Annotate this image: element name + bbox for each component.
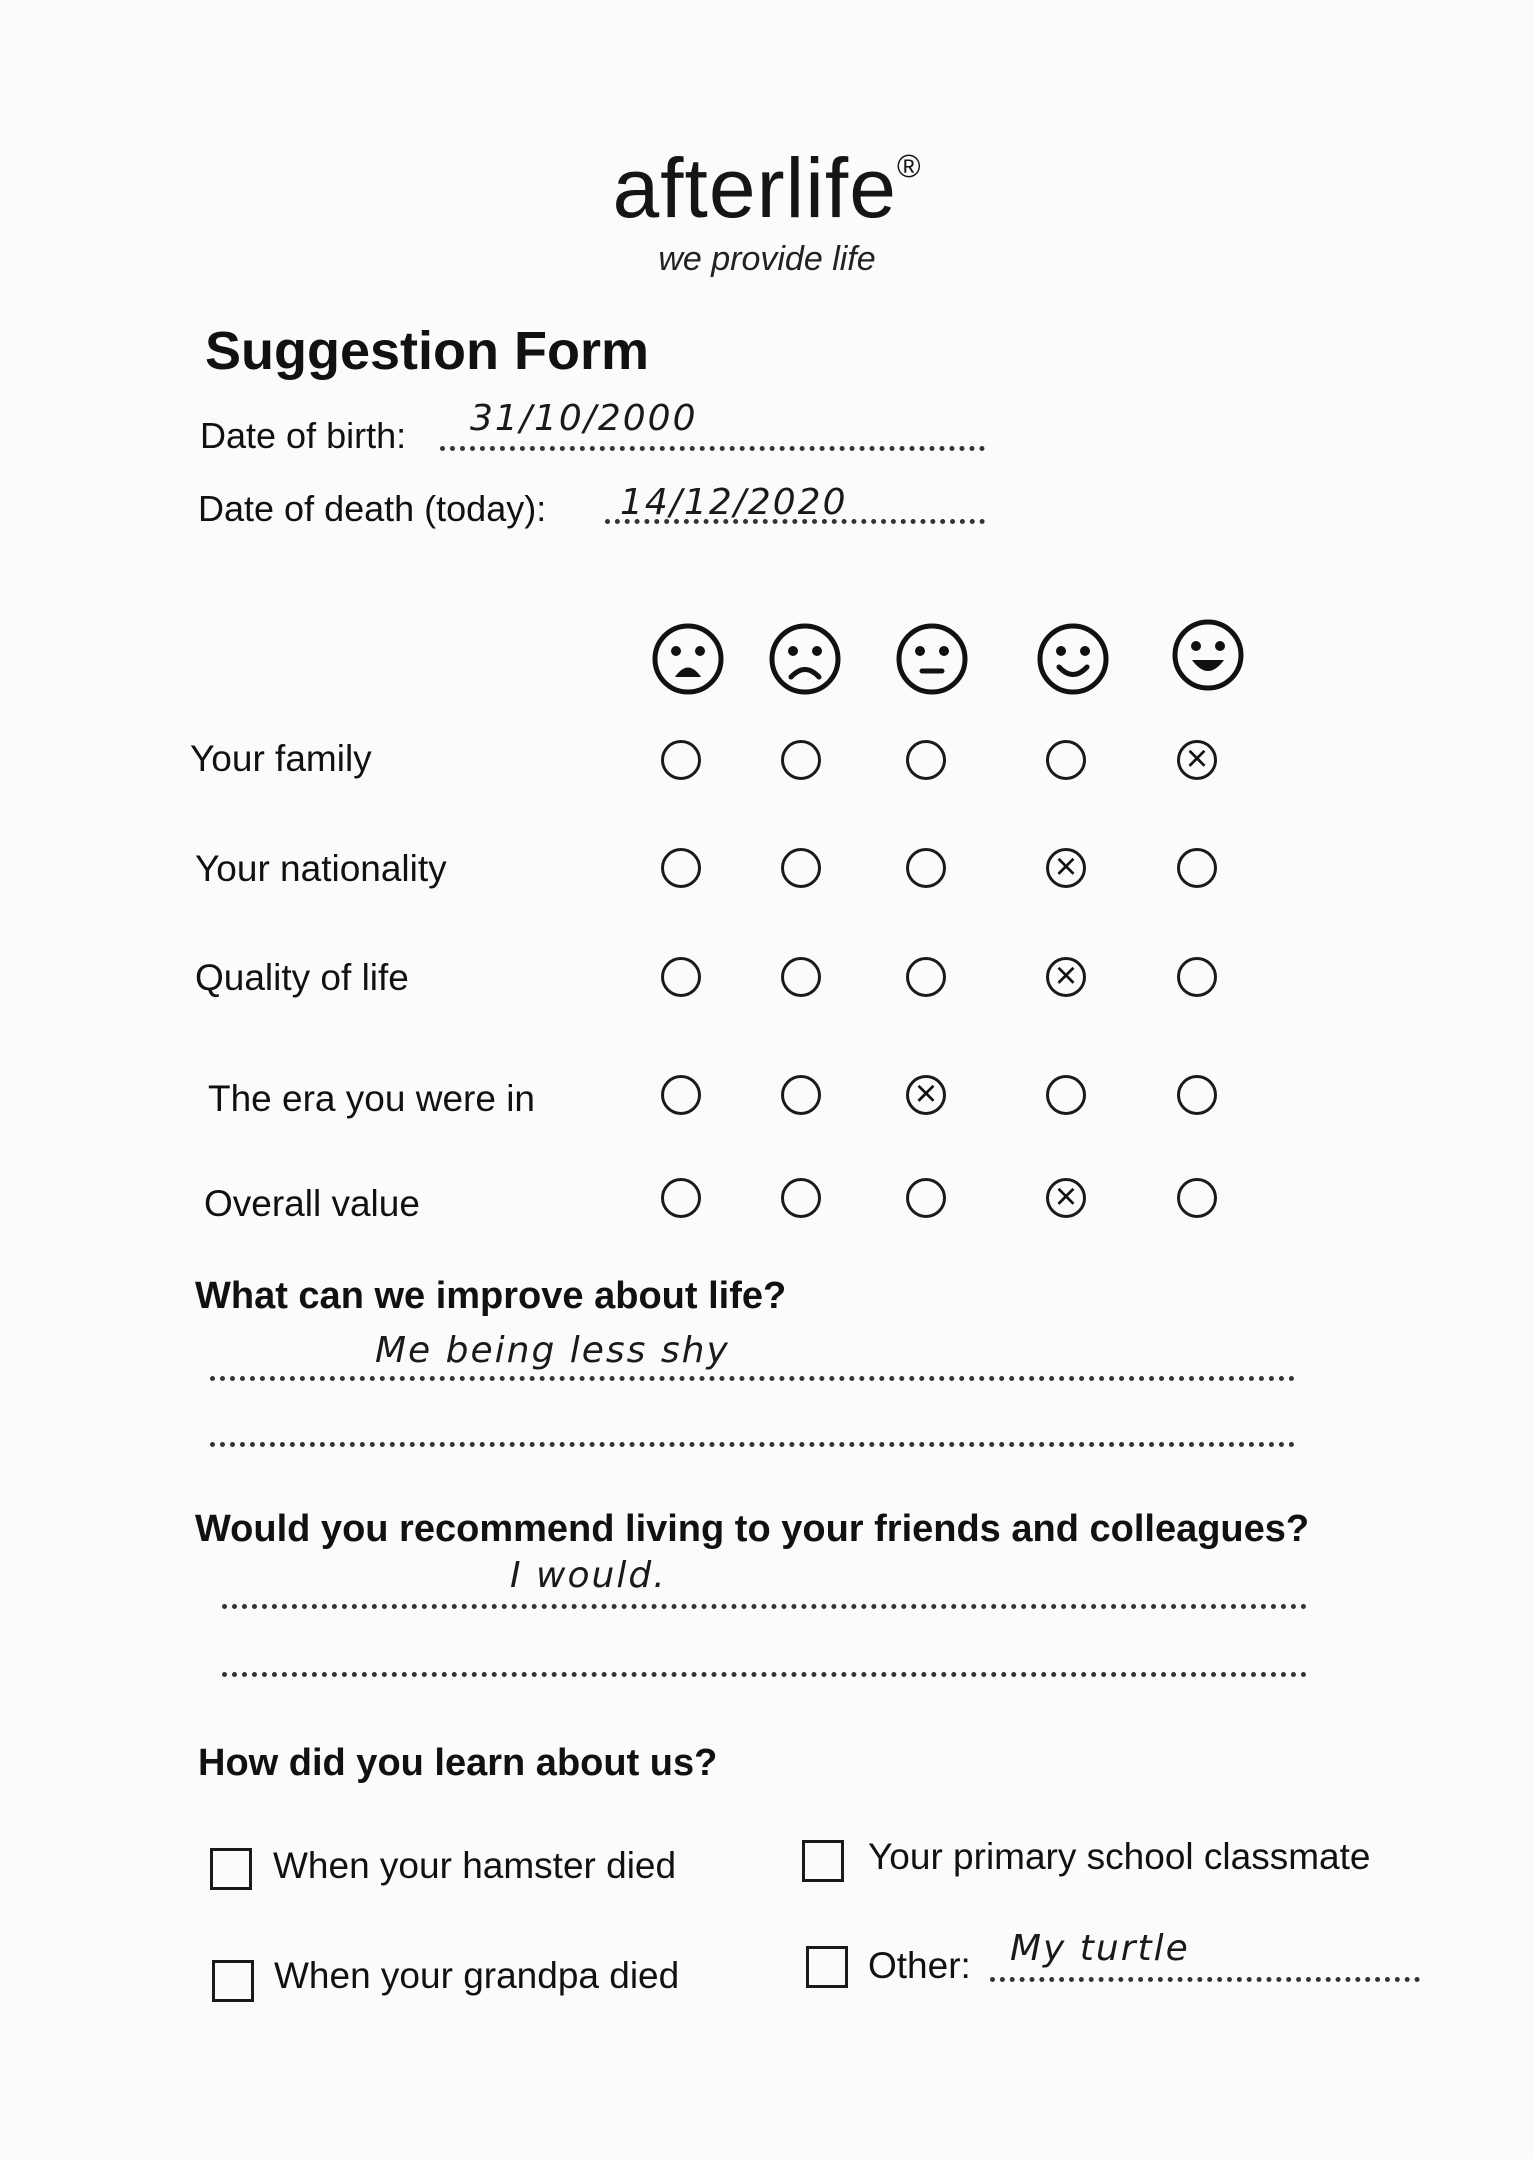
radio-family-2[interactable] [781,740,821,780]
recommend-line-1 [222,1590,1307,1609]
radio-nationality-3[interactable] [906,848,946,888]
question-improve: What can we improve about life? [195,1275,787,1317]
checkbox-grandpa[interactable] [212,1960,254,2002]
dod-value[interactable]: 14/12/2020 [620,482,848,523]
improve-answer[interactable]: Me being less shy [375,1330,730,1371]
other-answer[interactable]: My turtle [1010,1928,1190,1969]
option-grandpa-label: When your grandpa died [274,1955,680,1996]
checkbox-other[interactable] [806,1946,848,1988]
very-sad-face-icon [651,622,725,696]
dod-label: Date of death (today): [198,488,547,529]
rating-label-nationality: Your nationality [195,848,447,889]
date-of-death-row [198,488,546,530]
recommend-line-2 [222,1658,1307,1677]
option-classmate-label: Your primary school classmate [868,1836,1371,1877]
radio-family-3[interactable] [906,740,946,780]
brand-name: afterlife [612,141,897,235]
radio-overall-value-3[interactable] [906,1178,946,1218]
radio-nationality-4[interactable] [1046,848,1086,888]
radio-quality-of-life-1[interactable] [661,957,701,997]
brand-logo [0,140,1534,237]
radio-quality-of-life-3[interactable] [906,957,946,997]
radio-overall-value-4[interactable] [1046,1178,1086,1218]
checkbox-hamster[interactable] [210,1848,252,1890]
radio-nationality-2[interactable] [781,848,821,888]
rating-label-era: The era you were in [208,1078,536,1119]
radio-overall-value-1[interactable] [661,1178,701,1218]
radio-overall-value-2[interactable] [781,1178,821,1218]
improve-line-1 [210,1362,1295,1381]
radio-quality-of-life-2[interactable] [781,957,821,997]
rating-label-family: Your family [190,738,372,779]
rating-label-overall-value: Overall value [204,1183,420,1224]
question-learn: How did you learn about us? [198,1742,718,1784]
happy-face-icon [1036,622,1110,696]
radio-era-5[interactable] [1177,1075,1217,1115]
radio-family-1[interactable] [661,740,701,780]
form-title: Suggestion Form [205,321,649,381]
date-of-birth-row [200,415,406,457]
radio-family-5[interactable] [1177,740,1217,780]
checkbox-classmate[interactable] [802,1840,844,1882]
radio-family-4[interactable] [1046,740,1086,780]
radio-nationality-5[interactable] [1177,848,1217,888]
radio-overall-value-5[interactable] [1177,1178,1217,1218]
improve-line-2 [210,1428,1295,1447]
very-happy-face-icon [1171,618,1245,692]
sad-face-icon [768,622,842,696]
neutral-face-icon [895,622,969,696]
brand-tagline: we provide life [658,240,876,278]
radio-era-4[interactable] [1046,1075,1086,1115]
option-other-label: Other: [868,1945,971,1986]
dob-label: Date of birth: [200,415,407,456]
rating-label-quality-of-life: Quality of life [195,957,409,998]
dob-value[interactable]: 31/10/2000 [470,398,698,439]
radio-era-3[interactable] [906,1075,946,1115]
option-hamster-label: When your hamster died [273,1845,677,1886]
radio-quality-of-life-4[interactable] [1046,957,1086,997]
registered-mark: ® [896,148,922,184]
radio-era-2[interactable] [781,1075,821,1115]
recommend-answer[interactable]: I would. [510,1555,667,1596]
question-recommend: Would you recommend living to your friends and colleagues? [195,1508,1310,1550]
radio-quality-of-life-5[interactable] [1177,957,1217,997]
radio-era-1[interactable] [661,1075,701,1115]
radio-nationality-1[interactable] [661,848,701,888]
